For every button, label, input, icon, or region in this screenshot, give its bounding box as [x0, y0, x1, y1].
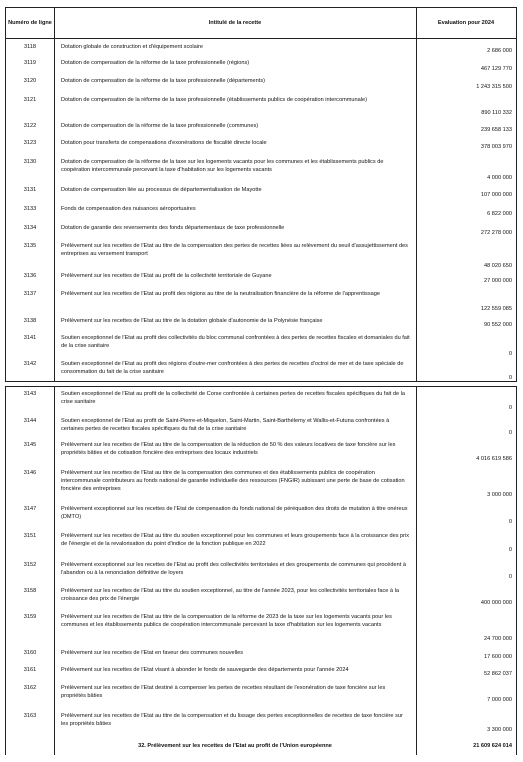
total-value: 21 609 624 014 [473, 743, 512, 749]
line-number: 3138 [23, 318, 37, 324]
revenue-value: 90 552 000 [484, 322, 512, 328]
revenue-label: Dotation de garantie des reversements des fonds départementaux de taxe professionnelle [61, 225, 285, 231]
table-row [6, 666, 516, 678]
revenue-value: 467 129 770 [480, 66, 512, 72]
revenue-value: 3 000 000 [487, 492, 512, 498]
line-number: 3119 [23, 60, 37, 66]
table-row [6, 505, 516, 526]
revenue-label: Prélèvement exceptionnel sur les recettes de l'Etat au profit des collectivités territoriales et des groupements de communes qui procèdent à l'abandon ou à la renonciation définitive de loyers [61, 562, 406, 576]
line-number: 3162 [23, 685, 37, 691]
revenue-label: Prélèvement exceptionnel sur les recettes de l'Etat de compensation du fonds national de péréquation des droits de mutation à titre onéreux (DMTO) [61, 506, 408, 520]
revenue-label: Dotation globale de construction et d'équipement scolaire [61, 44, 203, 50]
table-row [6, 242, 516, 270]
revenue-label: Soutien exceptionnel de l'Etat au profit de Saint-Pierre-et-Miquelon, Saint-Martin, Saint-Barthélemy et Wallis-et-Futuna confrontées à certaines pertes de recettes fiscales spécifiques du fait de la crise sanitaire [61, 418, 390, 432]
line-number: 3152 [23, 562, 37, 568]
header-label: Intitulé de la recette [54, 8, 417, 38]
line-number: 3146 [23, 470, 37, 476]
table-row [6, 59, 516, 73]
revenue-label: Dotation de compensation de la réforme de la taxe professionnelle (régions) [61, 60, 250, 66]
total-row [6, 742, 516, 754]
table-row [6, 290, 516, 313]
line-number: 3161 [23, 667, 37, 673]
line-number: 3145 [23, 442, 37, 448]
revenue-value: 7 000 000 [487, 697, 512, 703]
revenue-label: Prélèvement sur les recettes de l'Etat au titre du soutien exceptionnel, au titre de l'année 2023, pour les collectivités territoriales face à la croissance des prix de l'énergie [61, 588, 399, 602]
revenue-value: 4 000 000 [487, 175, 512, 181]
revenue-value: 890 110 332 [481, 110, 512, 116]
table-row [6, 360, 516, 382]
line-number: 3134 [23, 225, 37, 231]
line-number: 3141 [23, 335, 37, 341]
revenue-value: 239 658 133 [480, 127, 512, 133]
revenue-value: 17 600 000 [484, 654, 512, 660]
revenue-label: Prélèvement sur les recettes de l'Etat au titre de la compensation de la réduction de 50 % des valeurs locatives de taxe foncière sur les propriétés bâties et de cotisation foncière des entreprises des locaux industriels [61, 442, 396, 456]
line-number: 3131 [23, 187, 37, 193]
line-number: 3160 [23, 650, 37, 656]
revenue-value: 27 000 000 [484, 278, 512, 284]
revenue-value: 107 000 000 [480, 192, 512, 198]
revenue-label: Prélèvement sur les recettes de l'Etat au profit de la collectivité territoriale de Guyane [61, 273, 272, 279]
table-row [6, 712, 516, 734]
revenue-label: Prélèvement sur les recettes de l'Etat en faveur des communes nouvelles [61, 650, 244, 656]
line-number: 3118 [23, 44, 37, 50]
line-number: 3147 [23, 506, 37, 512]
revenue-label: Dotation de compensation liée au processus de départementalisation de Mayotte [61, 187, 262, 193]
line-number: 3151 [23, 533, 37, 539]
header-line-number: Numéro de ligne [6, 8, 55, 38]
revenue-value: 0 [508, 405, 512, 411]
revenue-label: Dotation de compensation de la réforme de la taxe professionnelle (communes) [61, 123, 259, 129]
revenue-table-part-1 [5, 7, 517, 382]
revenue-label: Prélèvement sur les recettes de l'Etat visant à abonder le fonds de sauvegarde des départements pour l'année 2024 [61, 667, 349, 673]
table-row [6, 158, 516, 182]
revenue-label: Prélèvement sur les recettes de l'Etat au titre de la compensation et du lissage des pertes exceptionnelles de recettes de taxe foncière sur les propriétés bâties [61, 713, 403, 727]
table-row [6, 96, 516, 117]
table-row [6, 532, 516, 554]
line-number: 3130 [23, 159, 37, 165]
header-value: Evaluation pour 2024 [437, 19, 495, 26]
revenue-label: Prélèvement sur les recettes de l'Etat au titre de la dotation globale d'autonomie de la Polynésie française [61, 318, 323, 324]
line-number: 3121 [23, 97, 37, 103]
table-row [6, 43, 516, 55]
revenue-label: Dotation de compensation de la réforme de la taxe sur les logements vacants pour les communes et les établissements publics de coopération intercommunale percevant la taxe d'habitation sur les logements vacants [61, 159, 384, 173]
table-row [6, 390, 516, 412]
table-row [6, 272, 516, 285]
table-row [6, 122, 516, 134]
revenue-value: 0 [508, 430, 512, 436]
line-number: 3137 [23, 291, 37, 297]
line-number: 3158 [23, 588, 37, 594]
total-label: 32. Prélèvement sur les recettes de l'Etat au profit de l'Union européenne [138, 743, 332, 749]
revenue-value: 1 243 315 500 [476, 84, 512, 90]
table-row [6, 139, 516, 151]
line-number: 3135 [23, 243, 37, 249]
table-row [6, 684, 516, 704]
revenue-label: Fonds de compensation des nuisances aéroportuaires [61, 206, 196, 212]
revenue-value: 0 [508, 375, 512, 381]
revenue-label: Dotation de compensation de la réforme de la taxe professionnelle (départements) [61, 78, 265, 84]
revenue-value: 3 300 000 [487, 727, 512, 733]
revenue-label: Soutien exceptionnel de l'Etat au profit des collectivités du bloc communal confrontées à des pertes de recettes fiscales et domaniales du fait de la crise sanitaire [61, 335, 410, 349]
revenue-value: 6 822 000 [487, 211, 512, 217]
revenue-label: Dotation pour transferts de compensations d'exonérations de fiscalité directe locale [61, 140, 267, 146]
line-number: 3163 [23, 713, 37, 719]
revenue-label: Prélèvement sur les recettes de l'Etat au titre du soutien exceptionnel pour les communes et leurs groupements face à la croissance des prix de l'énergie et de la revalorisation du point d'indice de la fonction publique en 2022 [61, 533, 410, 547]
revenue-label: Soutien exceptionnel de l'Etat au profit des régions d'outre-mer confrontées à des pertes de recettes d'octroi de mer et de taxe spéciale de consommation du fait de la crise sanitaire [61, 361, 404, 375]
revenue-value: 0 [508, 574, 512, 580]
revenue-label: Dotation de compensation de la réforme de la taxe professionnelle (établissements publics de coopération intercommunale) [61, 97, 367, 103]
line-number: 3144 [23, 418, 37, 424]
line-number: 3142 [23, 361, 37, 367]
line-number: 3122 [23, 123, 37, 129]
table-row [6, 224, 516, 237]
line-number: 3143 [23, 391, 37, 397]
revenue-value: 378 003 970 [480, 144, 512, 150]
table-row [6, 441, 516, 463]
revenue-value: 24 700 000 [484, 636, 512, 642]
table-row [6, 587, 516, 607]
revenue-label: Prélèvement sur les recettes de l'Etat au titre de la compensation des communes et des établissements publics de coopération intercommunale contributeurs au fonds national de garantie individuelle des ressources (FNGIR) subissant une perte de base de cotisation foncière des entreprises [61, 470, 405, 492]
table-row [6, 186, 516, 199]
table-row [6, 334, 516, 358]
revenue-value: 0 [508, 351, 512, 357]
table-row [6, 613, 516, 643]
revenue-table-part-2 [5, 386, 517, 755]
table-row [6, 417, 516, 437]
line-number: 3123 [23, 140, 37, 146]
line-number: 3159 [23, 614, 37, 620]
revenue-value: 4 016 619 586 [476, 456, 512, 462]
table-row [6, 649, 516, 661]
table-row [6, 317, 516, 329]
table-row [6, 205, 516, 218]
revenue-value: 0 [508, 547, 512, 553]
revenue-value: 52 862 037 [484, 671, 512, 677]
revenue-label: Soutien exceptionnel de l'Etat au profit de la collectivité de Corse confrontée à certaines pertes de recettes fiscales spécifiques du fait de la crise sanitaire [61, 391, 406, 405]
table-header [6, 8, 516, 39]
line-number: 3136 [23, 273, 37, 279]
line-number: 3133 [23, 206, 37, 212]
revenue-value: 122 559 085 [480, 306, 512, 312]
revenue-value: 400 000 000 [480, 600, 512, 606]
revenue-label: Prélèvement sur les recettes de l'Etat au titre de la compensation des pertes de recettes liées au relèvement du seuil d'assujettissement des entreprises au versement transport [61, 243, 408, 257]
table-row [6, 77, 516, 91]
revenue-label: Prélèvement sur les recettes de l'Etat au titre de la compensation de la réforme de 2023 de la taxe sur les logements vacants pour les communes et les établissements publics de coopération intercommunale percevant la taxe d'habitation sur les logements vacants [61, 614, 392, 628]
revenue-value: 272 278 000 [480, 230, 512, 236]
revenue-value: 0 [508, 519, 512, 525]
revenue-value: 48 020 650 [484, 263, 512, 269]
revenue-label: Prélèvement sur les recettes de l'Etat destiné à compenser les pertes de recettes résultant de l'exonération de taxe foncière sur les propriétés bâties [61, 685, 386, 699]
table-row [6, 561, 516, 581]
line-number: 3120 [23, 78, 37, 84]
revenue-label: Prélèvement sur les recettes de l'Etat au profit des régions au titre de la neutralisation financière de la réforme de l'apprentissage [61, 291, 380, 297]
revenue-value: 2 686 000 [487, 48, 512, 54]
table-row [6, 469, 516, 499]
